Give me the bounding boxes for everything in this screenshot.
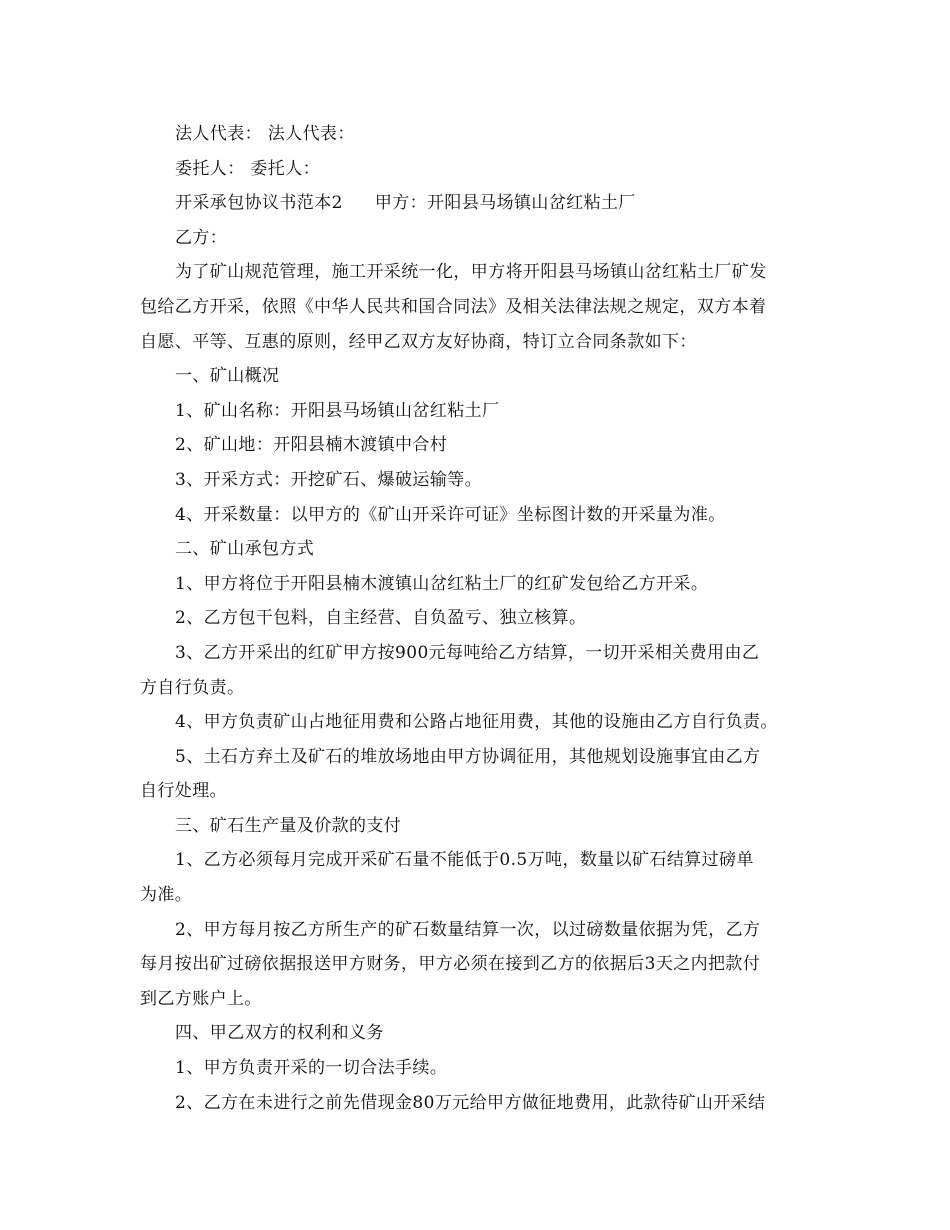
section-3-item-2: 2、甲方每月按乙方所生产的矿石数量结算一次，以过磅数量依据为凭，乙方 [175, 919, 761, 940]
section-2-item-3: 3、乙方开采出的红矿甲方按900元每吨给乙方结算，一切开采相关费用由乙 [175, 642, 760, 663]
section-1-heading: 一、矿山概况 [175, 366, 280, 387]
section-4-item-2: 2、乙方在未进行之前先借现金80万元给甲方做征地费用，此款待矿山开采结 [175, 1092, 766, 1113]
section-1-item-2: 2、矿山地：开阳县楠木渡镇中合村 [175, 435, 448, 456]
section-3-item-1-cont: 为准。 [140, 885, 193, 906]
section-2-item-3-cont: 方自行负责。 [140, 677, 245, 698]
document-title: 开采承包协议书范本2 [175, 193, 343, 214]
section-3-item-2-cont-1: 每月按出矿过磅依据报送甲方财务，甲方必须在接到乙方的依据后3天之内把款付 [140, 954, 761, 975]
section-3-item-2-cont-2: 到乙方账户上。 [140, 988, 262, 1009]
section-2-item-5: 5、土石方弃土及矿石的堆放场地由甲方协调征用，其他规划设施事宜由乙方 [175, 746, 761, 767]
party-b-line: 乙方： [175, 227, 228, 248]
section-1-item-3: 3、开采方式：开挖矿石、爆破运输等。 [175, 469, 483, 490]
section-3-item-1: 1、乙方必须每月完成开采矿石量不能低于0.5万吨，数量以矿石结算过磅单 [175, 850, 754, 871]
section-2-heading: 二、矿山承包方式 [175, 539, 315, 560]
intro-line-3: 自愿、平等、互惠的原则，经甲乙双方友好协商，特订立合同条款如下： [140, 331, 697, 352]
intro-line-2: 包给乙方开采，依照《中华人民共和国合同法》及相关法律法规之规定，双方本着 [140, 296, 767, 317]
section-3-heading: 三、矿石生产量及价款的支付 [175, 815, 402, 836]
section-4-heading: 四、甲乙双方的权利和义务 [175, 1023, 384, 1044]
section-2-item-5-cont: 自行处理。 [140, 781, 227, 802]
section-2-item-4: 4、甲方负责矿山占地征用费和公路占地征用费，其他的设施由乙方自行负责。 [175, 712, 778, 733]
section-1-item-4: 4、开采数量：以甲方的《矿山开采许可证》坐标图计数的开采量为准。 [175, 504, 726, 525]
legal-rep-line: 法人代表： 法人代表： [175, 124, 355, 144]
section-1-item-1: 1、矿山名称：开阳县马场镇山岔红粘土厂 [175, 400, 500, 421]
section-4-item-1: 1、甲方负责开采的一切合法手续。 [175, 1058, 448, 1079]
agent-line: 委托人： 委托人： [175, 158, 321, 179]
party-a-line: 甲方：开阳县马场镇山岔红粘土厂 [374, 193, 636, 214]
section-2-item-1: 1、甲方将位于开阳县楠木渡镇山岔红粘土厂的红矿发包给乙方开采。 [175, 573, 709, 594]
section-2-item-2: 2、乙方包干包料，自主经营、自负盈亏、独立核算。 [175, 608, 587, 629]
document-body [140, 117, 812, 1120]
intro-line-1: 为了矿山规范管理，施工开采统一化，甲方将开阳县马场镇山岔红粘土厂矿发 [175, 262, 767, 283]
title-line [140, 186, 812, 221]
